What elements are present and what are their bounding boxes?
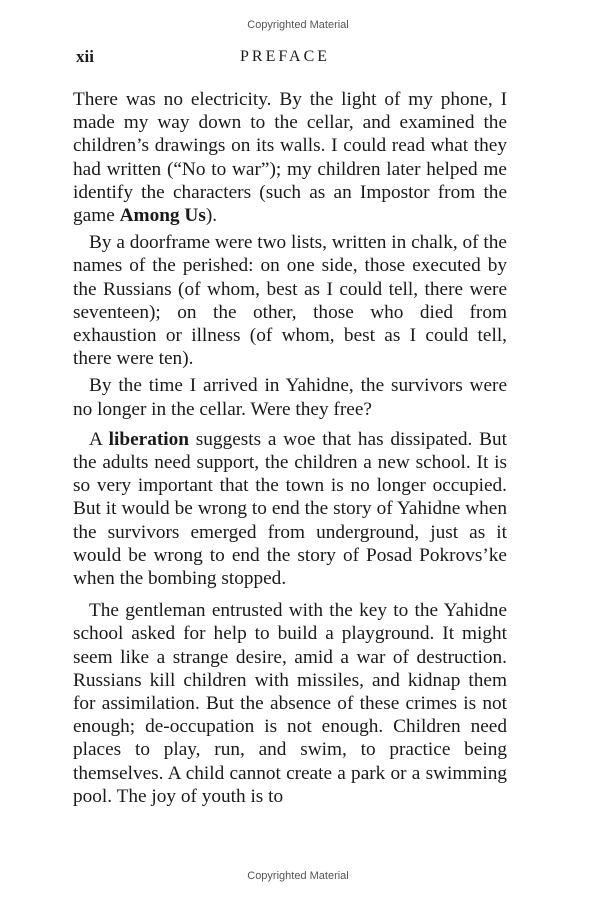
running-head: PREFACE <box>240 48 331 65</box>
paragraph-1: There was no electricity. By the light of my phone, I made my way down to the cellar, and examined the children’s drawings on its walls. I could read what they had written (“No to war”); my children later helped me identify the characters (such as an Impostor from the game Among Us). <box>73 89 507 227</box>
paragraph-4: A liberation suggests a woe that has dissipated. But the adults need support, the children a new school. It is so very important that the town is no longer occupied. But it would be wrong to end the story of Yahidne when the survivors emerged from underground, just as it would be wrong to end the story of Posad Pokrovs’ke when the bombing stopped. <box>73 428 507 590</box>
paragraph-5: The gentleman entrusted with the key to the Yahidne school asked for help to build a playground. It might seem like a strange desire, amid a war of destruction. Russians kill children with missiles, and kidnap them for assimilation. But the absence of these crimes is not enough; de-occupation is not enough. Children need places to play, run, and swim, to practice being themselves. A child cannot create a park or a swimming pool. The joy of youth is to <box>73 600 507 807</box>
copyright-banner-top: Copyrighted Material <box>247 19 349 31</box>
paragraph-2: By a doorframe were two lists, written in chalk, of the names of the perished: on one side, those executed by the Russians (of whom, best as I could tell, there were seventeen); on the other, those who died from exhaustion or illness (of whom, best as I could tell, there were ten). <box>73 232 507 370</box>
paragraph-3: By the time I arrived in Yahidne, the survivors were no longer in the cellar. Were they free? <box>73 375 507 420</box>
page-number: xii <box>76 47 94 66</box>
bold-term-among-us: Among Us <box>119 205 206 227</box>
copyright-banner-bottom: Copyrighted Material <box>247 870 349 882</box>
bold-term-liberation: liberation <box>108 428 189 450</box>
body-text <box>73 88 507 808</box>
